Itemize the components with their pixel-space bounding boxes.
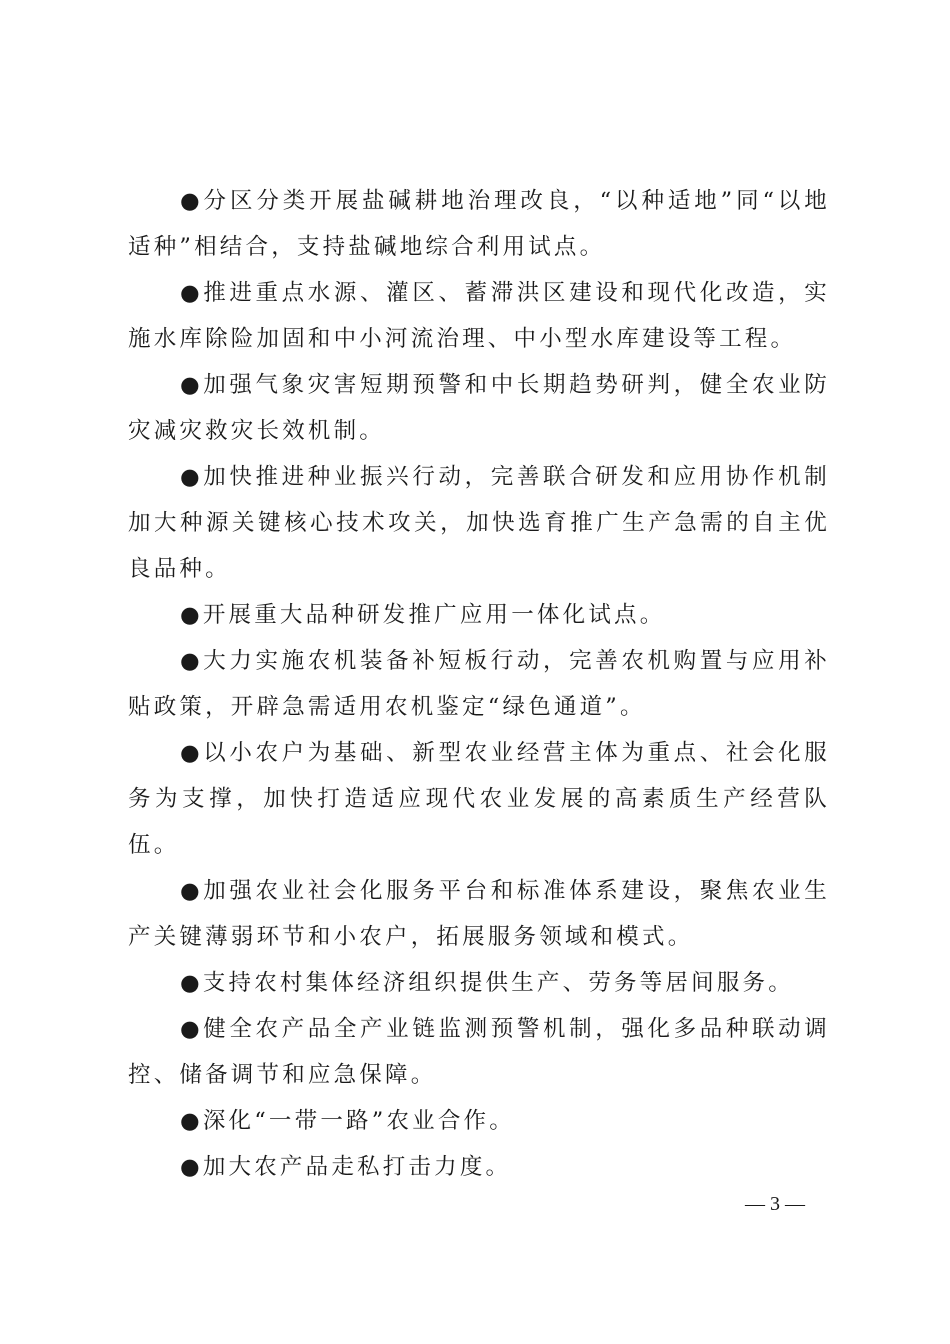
paragraph-collective-economy: ●支持农村集体经济组织提供生产、劳务等居间服务。: [180, 970, 794, 996]
paragraph-disaster-warning: ●加强气象灾害短期预警和中长期趋势研判，健全农业防灾减灾救灾长效机制。: [128, 372, 830, 444]
paragraph-agri-machinery: ●大力实施农机装备补短板行动，完善农机购置与应用补贴政策，开辟急需适用农机鉴定“绿色通道”。: [128, 648, 830, 720]
paragraph-monitoring-warning: ●健全农产品全产业链监测预警机制，强化多品种联动调控、储备调节和应急保障。: [128, 1016, 830, 1088]
document-body: [128, 178, 830, 1190]
paragraph-farm-workforce: ●以小农户为基础、新型农业经营主体为重点、社会化服务为支撑，加快打造适应现代农业发展的高素质生产经营队伍。: [128, 740, 830, 858]
paragraph-belt-and-road: ●深化“一带一路”农业合作。: [180, 1108, 515, 1134]
paragraph-anti-smuggling: ●加大农产品走私打击力度。: [180, 1154, 512, 1180]
paragraph-variety-pilot: ●开展重大品种研发推广应用一体化试点。: [180, 602, 666, 628]
paragraph-socialized-services: ●加强农业社会化服务平台和标准体系建设，聚焦农业生产关键薄弱环节和小农户，拓展服务领域和模式。: [128, 878, 830, 950]
page-number: — 3 —: [745, 1193, 805, 1215]
paragraph-water-sources: ●推进重点水源、灌区、蓄滞洪区建设和现代化改造，实施水库除险加固和中小河流治理、中小型水库建设等工程。: [128, 280, 830, 352]
paragraph-saline-land: ●分区分类开展盐碱耕地治理改良，“以种适地”同“以地适种”相结合，支持盐碱地综合利用试点。: [128, 188, 830, 260]
paragraph-seed-industry: ●加快推进种业振兴行动，完善联合研发和应用协作机制加大种源关键核心技术攻关，加快选育推广生产急需的自主优良品种。: [128, 464, 830, 582]
